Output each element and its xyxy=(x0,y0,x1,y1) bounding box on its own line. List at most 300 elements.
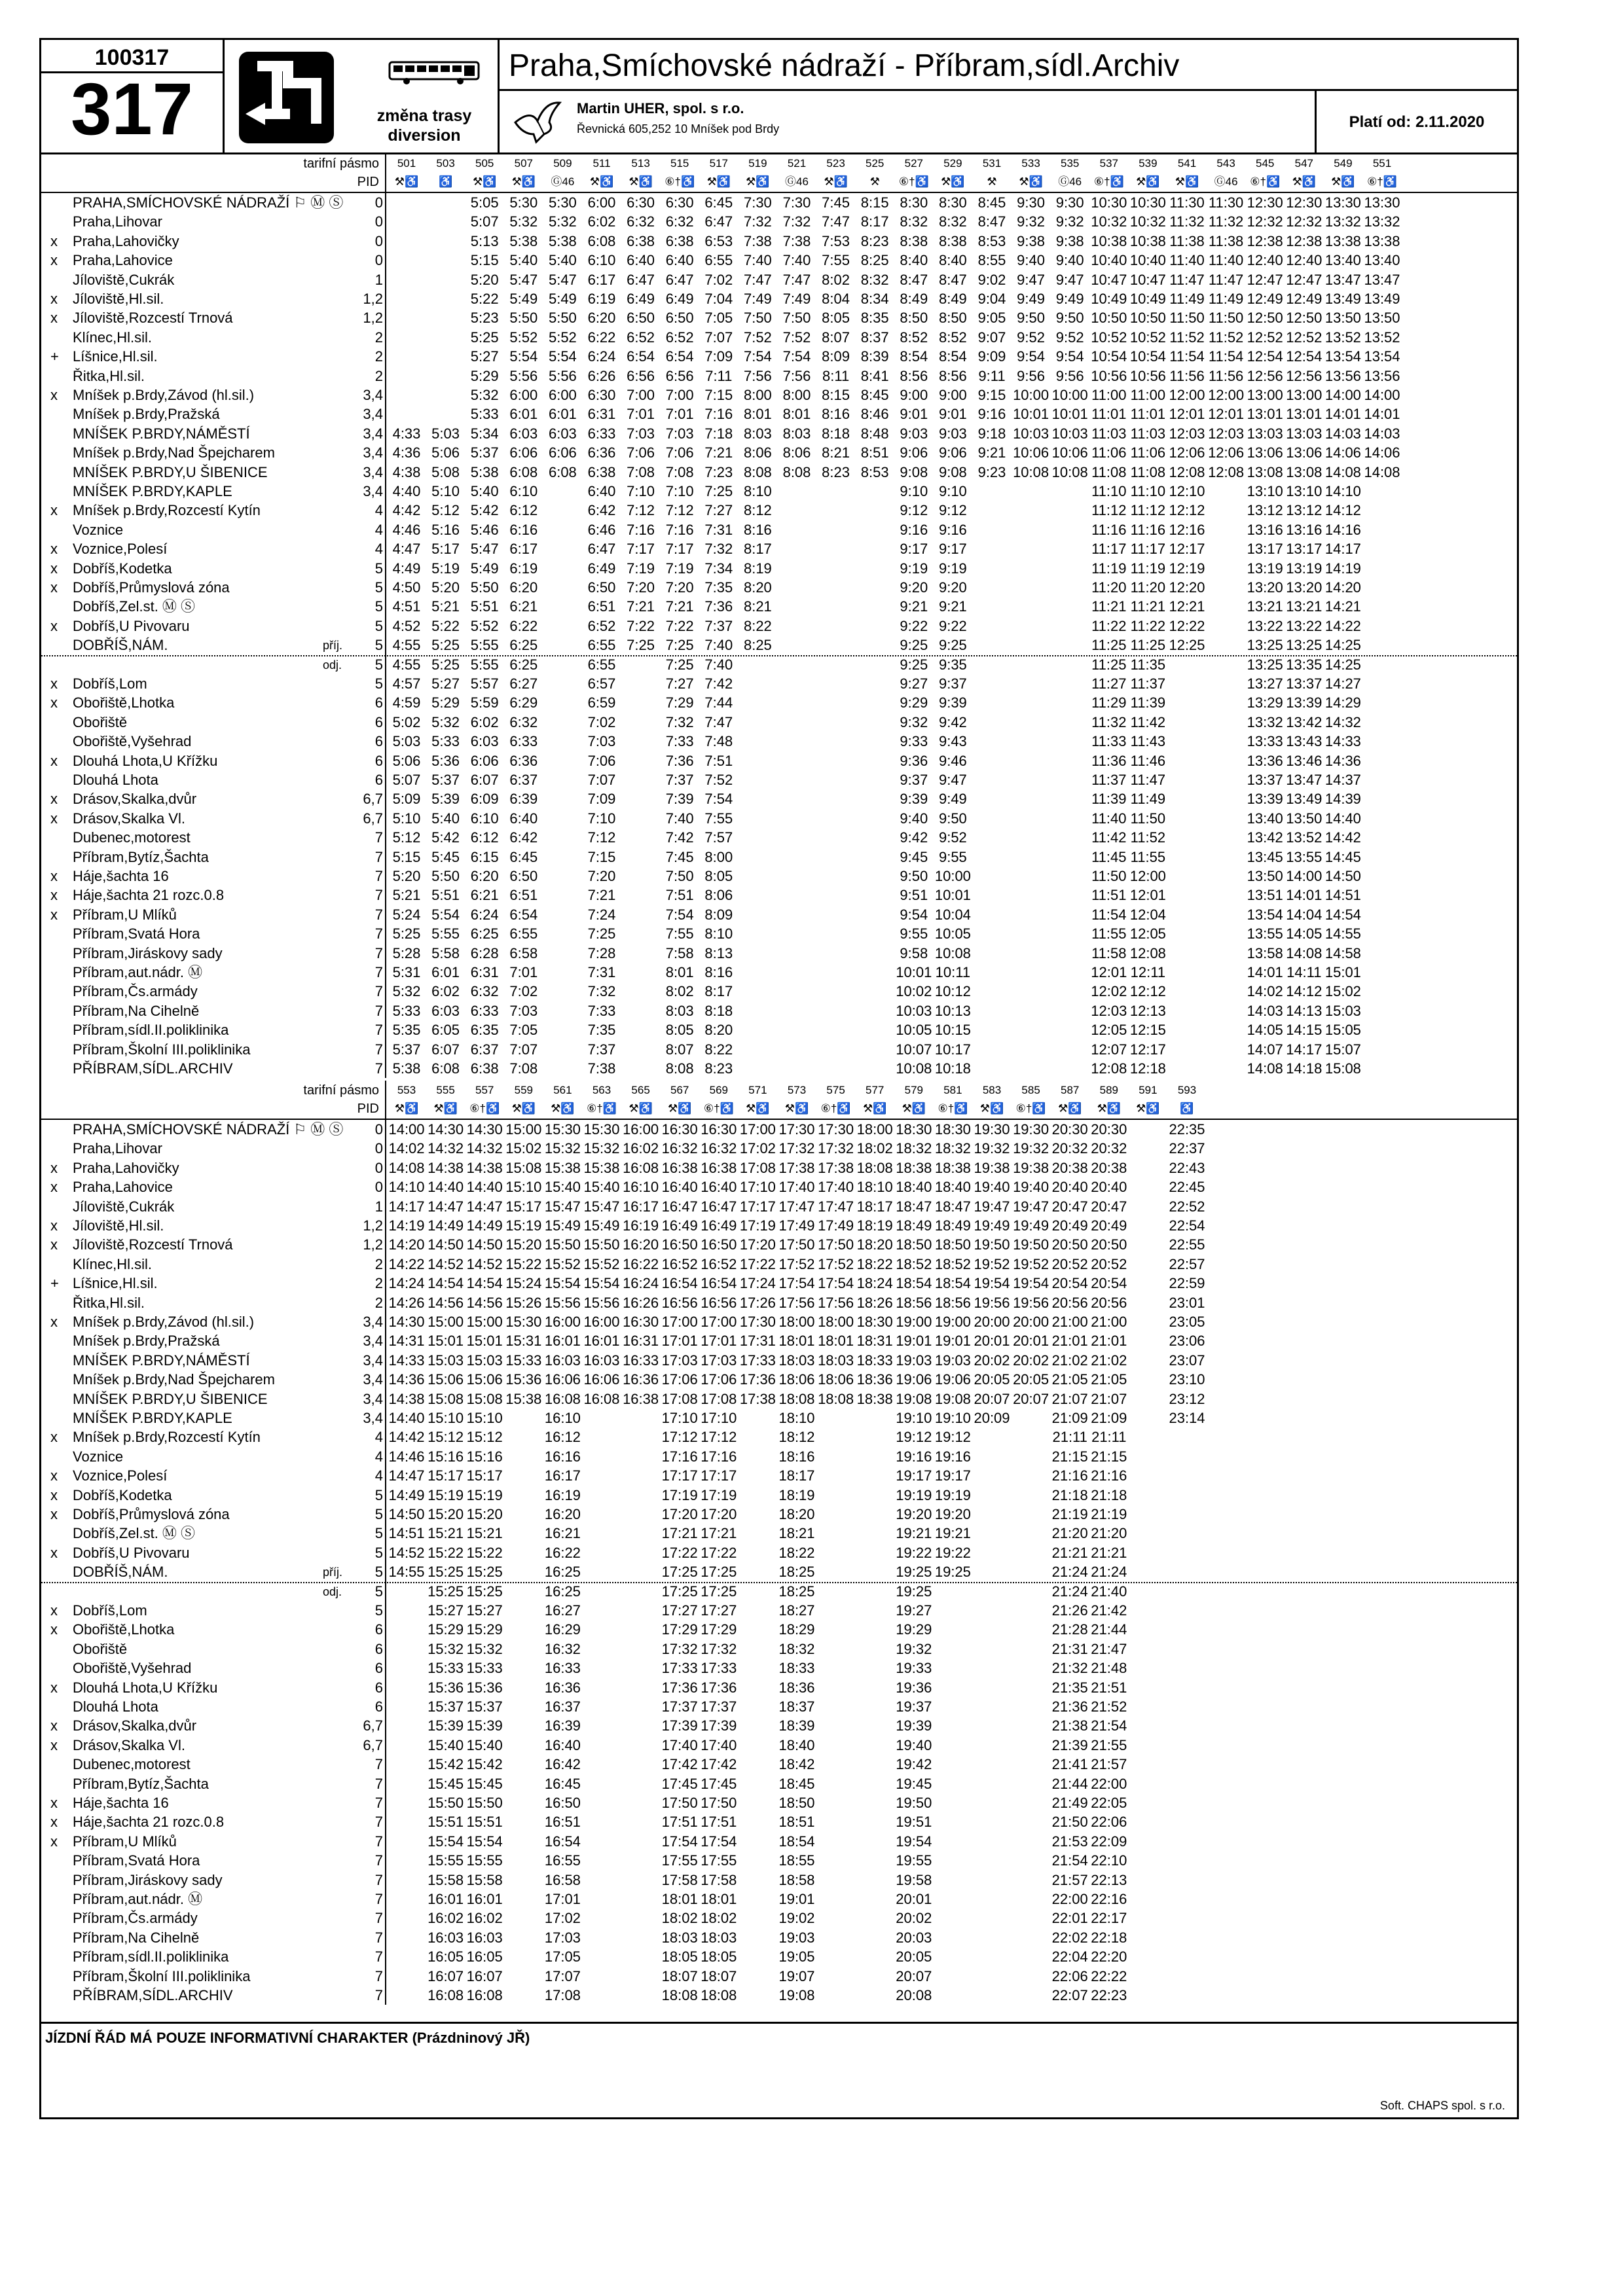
time-cell: 15:32 xyxy=(428,1640,464,1657)
time-cell: 14:20 xyxy=(1324,579,1361,596)
time-cell: 17:37 xyxy=(701,1698,737,1715)
time-cell: 15:25 xyxy=(466,1583,503,1600)
time-cell: 15:20 xyxy=(505,1236,542,1253)
stop-name: Jíloviště,Cukrák xyxy=(73,271,175,288)
table-row xyxy=(41,559,1517,579)
stop-name: Dobříš,U Pivovaru xyxy=(73,617,190,634)
time-cell: 15:36 xyxy=(428,1679,464,1696)
time-cell: 7:35 xyxy=(704,579,733,596)
zone-value: 7 xyxy=(374,1948,383,1965)
trip-symbol: ⚒♿ xyxy=(1136,175,1160,188)
time-cell: 13:38 xyxy=(1324,232,1361,249)
time-cell: 9:04 xyxy=(977,291,1006,307)
time-cell: 11:56 xyxy=(1169,367,1205,384)
time-cell: 10:38 xyxy=(1091,232,1127,249)
time-cell: 14:02 xyxy=(388,1140,425,1157)
time-cell: 10:01 xyxy=(1013,406,1049,423)
time-cell: 13:32 xyxy=(1247,713,1283,730)
time-cell: 6:32 xyxy=(665,213,694,230)
time-cell: 6:49 xyxy=(665,291,694,307)
time-cell: 9:58 xyxy=(900,944,928,961)
time-cell: 17:32 xyxy=(661,1640,698,1657)
time-cell: 9:16 xyxy=(938,521,967,538)
stop-name: Příbram,aut.nádr. Ⓜ xyxy=(73,964,203,980)
time-cell: 9:08 xyxy=(900,463,928,480)
stop-name: Dobříš,Zel.st. Ⓜ Ⓢ xyxy=(73,1525,196,1542)
time-cell: 19:47 xyxy=(1013,1198,1049,1215)
trip-symbol: ⚒♿ xyxy=(629,175,653,188)
time-cell: 17:26 xyxy=(739,1294,776,1311)
time-cell: 11:20 xyxy=(1091,579,1127,596)
time-cell: 9:50 xyxy=(938,810,967,827)
time-cell: 12:07 xyxy=(1091,1041,1127,1058)
time-cell: 13:35 xyxy=(1286,656,1322,673)
stop-flag: x xyxy=(50,1814,58,1831)
time-cell: 14:38 xyxy=(466,1159,503,1176)
time-cell: 18:08 xyxy=(778,1390,815,1407)
time-cell: 22:13 xyxy=(1091,1871,1127,1888)
time-cell: 16:08 xyxy=(583,1390,620,1407)
zone-value: 5 xyxy=(374,1564,383,1581)
time-cell: 16:01 xyxy=(466,1891,503,1907)
time-cell: 17:47 xyxy=(778,1198,815,1215)
time-cell: 17:39 xyxy=(701,1717,737,1734)
stop-name: Háje,šachta 16 xyxy=(73,868,169,884)
time-cell: 17:00 xyxy=(661,1314,698,1330)
time-cell: 8:00 xyxy=(704,848,733,865)
time-cell: 15:10 xyxy=(505,1179,542,1196)
stop-name: Příbram,Svatá Hora xyxy=(73,925,200,942)
time-cell: 10:00 xyxy=(934,868,971,884)
time-cell: 8:23 xyxy=(704,1060,733,1077)
time-cell: 7:48 xyxy=(704,733,733,750)
time-cell: 9:36 xyxy=(900,752,928,769)
time-cell: 22:22 xyxy=(1091,1967,1127,1984)
time-cell: 11:52 xyxy=(1208,329,1244,346)
time-cell: 5:35 xyxy=(392,1022,421,1039)
time-cell: 21:24 xyxy=(1091,1564,1127,1581)
table-row xyxy=(41,597,1517,617)
time-cell: 15:32 xyxy=(544,1140,581,1157)
time-cell: 7:50 xyxy=(665,868,694,884)
time-cell: 6:02 xyxy=(470,713,499,730)
time-cell: 21:51 xyxy=(1091,1679,1127,1696)
time-cell: 8:47 xyxy=(900,271,928,288)
time-cell: 15:37 xyxy=(466,1698,503,1715)
time-cell: 8:10 xyxy=(743,483,772,499)
time-cell: 8:47 xyxy=(938,271,967,288)
stop-name: Obořiště xyxy=(73,1640,128,1657)
zone-value: 5 xyxy=(374,560,383,577)
time-cell: 8:32 xyxy=(938,213,967,230)
time-cell: 21:24 xyxy=(1051,1583,1088,1600)
time-cell: 5:38 xyxy=(470,463,499,480)
time-cell: 16:30 xyxy=(623,1314,659,1330)
time-cell: 17:19 xyxy=(739,1217,776,1234)
table-row xyxy=(41,1486,1517,1505)
time-cell: 11:51 xyxy=(1091,887,1127,904)
time-cell: 5:42 xyxy=(470,502,499,519)
zone-value: 7 xyxy=(374,1022,383,1039)
time-cell: 7:19 xyxy=(627,560,655,577)
time-cell: 6:21 xyxy=(470,887,499,904)
time-cell: 11:40 xyxy=(1208,252,1244,269)
trip-symbol: ⚒♿ xyxy=(589,175,614,188)
time-cell: 7:39 xyxy=(665,791,694,808)
trip-symbol: ⑥†♿ xyxy=(1093,175,1124,188)
time-cell: 10:07 xyxy=(896,1041,932,1058)
time-cell: 8:55 xyxy=(977,252,1006,269)
time-cell: 5:27 xyxy=(470,348,499,365)
time-cell: 11:00 xyxy=(1130,387,1166,403)
time-cell: 14:40 xyxy=(466,1179,503,1196)
time-cell: 19:40 xyxy=(974,1179,1010,1196)
time-cell: 17:40 xyxy=(818,1179,854,1196)
time-cell: 18:30 xyxy=(934,1121,971,1138)
time-cell: 5:50 xyxy=(431,868,460,884)
time-cell: 18:05 xyxy=(661,1948,698,1965)
stop-name: Jíloviště,Rozcestí Trnová xyxy=(73,310,233,327)
stop-name: Dlouhá Lhota,U Křížku xyxy=(73,752,218,769)
time-cell: 18:49 xyxy=(934,1217,971,1234)
time-cell: 16:36 xyxy=(623,1371,659,1388)
time-cell: 13:51 xyxy=(1247,887,1283,904)
time-cell: 14:33 xyxy=(388,1352,425,1369)
time-cell: 16:24 xyxy=(623,1275,659,1292)
zone-value: 7 xyxy=(374,1795,383,1811)
time-cell: 10:56 xyxy=(1091,367,1127,384)
time-cell: 18:58 xyxy=(778,1871,815,1888)
trip-symbol: ⚒♿ xyxy=(706,175,731,188)
time-cell: 23:07 xyxy=(1169,1352,1205,1369)
time-cell: 8:30 xyxy=(938,194,967,211)
time-cell: 5:15 xyxy=(392,848,421,865)
time-cell: 11:47 xyxy=(1208,271,1244,288)
trip-number: 573 xyxy=(787,1084,807,1096)
time-cell: 7:01 xyxy=(665,406,694,423)
time-cell: 11:27 xyxy=(1091,675,1127,692)
time-cell: 9:38 xyxy=(1017,232,1045,249)
time-cell: 18:08 xyxy=(856,1159,893,1176)
time-cell: 15:27 xyxy=(466,1602,503,1619)
time-cell: 7:03 xyxy=(509,1002,538,1019)
time-cell: 19:25 xyxy=(896,1583,932,1600)
time-cell: 16:25 xyxy=(544,1564,581,1581)
time-cell: 21:52 xyxy=(1091,1698,1127,1715)
time-cell: 14:47 xyxy=(428,1198,464,1215)
time-cell: 11:17 xyxy=(1091,541,1127,558)
zone-value: 7 xyxy=(374,1814,383,1831)
line-code: 100317 xyxy=(94,45,170,70)
time-cell: 15:24 xyxy=(505,1275,542,1292)
time-cell: 5:54 xyxy=(431,906,460,923)
time-cell: 9:00 xyxy=(938,387,967,403)
time-cell: 15:12 xyxy=(428,1429,464,1446)
stop-flag: x xyxy=(50,1217,58,1234)
time-cell: 6:38 xyxy=(627,232,655,249)
stop-name: Obořiště,Vyšehrad xyxy=(73,1660,192,1677)
time-cell: 21:15 xyxy=(1051,1448,1088,1465)
time-cell: 9:25 xyxy=(900,656,928,673)
time-cell: 7:25 xyxy=(665,656,694,673)
time-cell: 8:13 xyxy=(704,944,733,961)
time-cell: 15:06 xyxy=(428,1371,464,1388)
time-cell: 14:54 xyxy=(428,1275,464,1292)
time-cell: 5:54 xyxy=(509,348,538,365)
time-cell: 14:27 xyxy=(1324,675,1361,692)
time-cell: 19:56 xyxy=(1013,1294,1049,1311)
time-cell: 7:42 xyxy=(704,675,733,692)
time-cell: 21:48 xyxy=(1091,1660,1127,1677)
time-cell: 16:02 xyxy=(466,1910,503,1927)
time-cell: 11:50 xyxy=(1169,310,1205,327)
time-cell: 6:31 xyxy=(587,406,616,423)
time-cell: 13:42 xyxy=(1286,713,1322,730)
stop-flag: x xyxy=(50,232,58,249)
trip-symbol: ⑥†♿ xyxy=(820,1102,851,1115)
table-row xyxy=(41,1947,1517,1967)
time-cell: 21:21 xyxy=(1051,1544,1088,1561)
time-cell: 7:03 xyxy=(627,425,655,442)
time-cell: 22:37 xyxy=(1169,1140,1205,1157)
time-cell: 22:07 xyxy=(1051,1987,1088,2003)
time-cell: 4:49 xyxy=(392,560,421,577)
time-cell: 22:54 xyxy=(1169,1217,1205,1234)
time-cell: 6:39 xyxy=(509,791,538,808)
time-cell: 18:03 xyxy=(701,1929,737,1946)
time-cell: 6:02 xyxy=(431,983,460,1000)
time-cell: 16:56 xyxy=(701,1294,737,1311)
time-cell: 6:32 xyxy=(627,213,655,230)
time-cell: 15:50 xyxy=(428,1795,464,1811)
time-cell: 15:19 xyxy=(428,1486,464,1503)
time-cell: 6:33 xyxy=(470,1002,499,1019)
time-cell: 15:55 xyxy=(428,1852,464,1869)
time-cell: 16:49 xyxy=(661,1217,698,1234)
time-cell: 17:40 xyxy=(701,1736,737,1753)
stop-name: Dobříš,Průmyslová zóna xyxy=(73,579,230,596)
stop-name: Praha,Lahovice xyxy=(73,252,173,269)
trip-symbol: ⚒♿ xyxy=(551,1102,575,1115)
time-cell: 15:08 xyxy=(466,1390,503,1407)
time-cell: 16:03 xyxy=(466,1929,503,1946)
zone-value: 7 xyxy=(374,868,383,884)
trip-symbol: Ⓖ46 xyxy=(1058,175,1082,188)
time-cell: 12:00 xyxy=(1129,868,1166,884)
time-cell: 17:54 xyxy=(778,1275,815,1292)
time-cell: 5:32 xyxy=(548,213,577,230)
time-cell: 4:55 xyxy=(392,656,421,673)
time-cell: 12:10 xyxy=(1169,483,1205,499)
time-cell: 17:38 xyxy=(739,1390,776,1407)
time-cell: 5:07 xyxy=(392,772,421,788)
time-cell: 12:00 xyxy=(1169,387,1205,403)
stop-flag: x xyxy=(50,1467,58,1484)
time-cell: 17:24 xyxy=(739,1275,776,1292)
time-cell: 19:36 xyxy=(896,1679,932,1696)
time-cell: 19:12 xyxy=(896,1429,932,1446)
time-cell: 12:03 xyxy=(1169,425,1205,442)
time-cell: 11:17 xyxy=(1130,541,1166,558)
time-cell: 21:00 xyxy=(1051,1314,1088,1330)
time-cell: 14:10 xyxy=(388,1179,425,1196)
time-cell: 8:00 xyxy=(743,387,772,403)
time-cell: 6:08 xyxy=(509,463,538,480)
table-row xyxy=(41,578,1517,598)
time-cell: 16:17 xyxy=(623,1198,659,1215)
trip-number: 577 xyxy=(866,1084,884,1096)
time-cell: 6:02 xyxy=(587,213,616,230)
zone-value: 7 xyxy=(374,1987,383,2003)
time-cell: 7:15 xyxy=(587,848,616,865)
time-cell: 19:27 xyxy=(896,1602,932,1619)
trip-symbol: ♿ xyxy=(439,175,453,188)
time-cell: 11:38 xyxy=(1208,232,1244,249)
table-row xyxy=(41,905,1517,925)
time-cell: 8:23 xyxy=(860,232,889,249)
time-cell: 5:40 xyxy=(548,252,577,269)
time-cell: 22:35 xyxy=(1169,1121,1205,1138)
time-cell: 4:38 xyxy=(392,463,421,480)
time-cell: 13:03 xyxy=(1247,425,1283,442)
time-cell: 19:32 xyxy=(974,1140,1010,1157)
time-cell: 20:07 xyxy=(1013,1390,1049,1407)
stop-name: Klínec,Hl.sil. xyxy=(73,1255,153,1272)
time-cell: 15:00 xyxy=(428,1314,464,1330)
time-cell: 19:08 xyxy=(896,1390,932,1407)
time-cell: 18:17 xyxy=(778,1467,815,1484)
time-cell: 12:13 xyxy=(1129,1002,1166,1019)
time-cell: 13:49 xyxy=(1286,791,1322,808)
time-cell: 17:47 xyxy=(818,1198,854,1215)
time-cell: 7:16 xyxy=(627,521,655,538)
time-cell: 15:52 xyxy=(544,1255,581,1272)
time-cell: 20:50 xyxy=(1091,1236,1127,1253)
stop-name: Mníšek p.Brdy,Rozcestí Kytín xyxy=(73,1429,261,1446)
time-cell: 6:24 xyxy=(587,348,616,365)
time-cell: 15:10 xyxy=(466,1410,503,1426)
time-cell: 14:49 xyxy=(388,1486,425,1503)
time-cell: 11:56 xyxy=(1208,367,1244,384)
time-cell: 6:01 xyxy=(548,406,577,423)
table-row xyxy=(41,289,1517,309)
zone-value: 0 xyxy=(374,1179,383,1196)
time-cell: 8:06 xyxy=(704,887,733,904)
time-cell: 17:58 xyxy=(661,1871,698,1888)
time-cell: 6:03 xyxy=(431,1002,460,1019)
time-cell: 5:19 xyxy=(431,560,460,577)
time-cell: 19:25 xyxy=(934,1564,971,1581)
stop-flag: x xyxy=(50,1833,58,1850)
time-cell: 14:31 xyxy=(388,1333,425,1350)
time-cell: 9:29 xyxy=(900,694,928,711)
time-cell: 19:03 xyxy=(896,1352,932,1369)
time-cell: 16:39 xyxy=(544,1717,581,1734)
time-cell: 7:21 xyxy=(587,887,616,904)
time-cell: 22:00 xyxy=(1051,1891,1088,1907)
time-cell: 16:01 xyxy=(583,1333,620,1350)
time-cell: 5:46 xyxy=(470,521,499,538)
time-cell: 14:49 xyxy=(466,1217,503,1234)
time-cell: 18:32 xyxy=(896,1140,932,1157)
time-cell: 14:19 xyxy=(388,1217,425,1234)
time-cell: 6:50 xyxy=(627,310,655,327)
time-cell: 6:30 xyxy=(627,194,655,211)
time-cell: 10:01 xyxy=(934,887,971,904)
time-cell: 17:17 xyxy=(661,1467,698,1484)
time-cell: 13:36 xyxy=(1247,752,1283,769)
time-cell: 20:54 xyxy=(1051,1275,1088,1292)
time-cell: 6:49 xyxy=(587,560,616,577)
zone-value: 5 xyxy=(374,656,383,673)
time-cell: 9:47 xyxy=(938,772,967,788)
time-cell: 8:17 xyxy=(743,541,772,558)
time-cell: 22:02 xyxy=(1051,1929,1088,1946)
time-cell: 18:06 xyxy=(778,1371,815,1388)
stop-name: MNÍŠEK P.BRDY,U ŠIBENICE xyxy=(73,463,268,480)
time-cell: 14:00 xyxy=(388,1121,425,1138)
time-cell: 17:31 xyxy=(739,1333,776,1350)
time-cell: 6:55 xyxy=(587,637,616,654)
time-cell: 15:32 xyxy=(466,1640,503,1657)
time-cell: 18:45 xyxy=(778,1775,815,1792)
time-cell: 19:01 xyxy=(934,1333,971,1350)
time-cell: 6:35 xyxy=(470,1022,499,1039)
time-cell: 18:30 xyxy=(896,1121,932,1138)
time-cell: 14:52 xyxy=(388,1544,425,1561)
time-cell: 20:30 xyxy=(1051,1121,1088,1138)
time-cell: 7:12 xyxy=(587,829,616,846)
time-cell: 22:59 xyxy=(1169,1275,1205,1292)
stop-name: Líšnice,Hl.sil. xyxy=(73,348,158,365)
time-cell: 18:24 xyxy=(856,1275,893,1292)
time-cell: 10:30 xyxy=(1129,194,1166,211)
time-cell: 16:06 xyxy=(544,1371,581,1388)
time-cell: 7:20 xyxy=(627,579,655,596)
stop-name: Obořiště xyxy=(73,713,128,730)
time-cell: 10:50 xyxy=(1091,310,1127,327)
time-cell: 15:17 xyxy=(505,1198,542,1215)
time-cell: 9:40 xyxy=(1017,252,1045,269)
timetable-frame xyxy=(39,38,1519,2119)
time-cell: 7:20 xyxy=(665,579,694,596)
time-cell: 6:59 xyxy=(587,694,616,711)
table-row xyxy=(41,886,1517,905)
time-cell: 7:36 xyxy=(665,752,694,769)
table-row xyxy=(41,963,1517,982)
time-cell: 21:05 xyxy=(1051,1371,1088,1388)
diversion-icon xyxy=(239,52,334,143)
time-cell: 17:19 xyxy=(661,1486,698,1503)
time-cell: 8:56 xyxy=(938,367,967,384)
time-cell: 5:21 xyxy=(392,887,421,904)
time-cell: 21:24 xyxy=(1051,1564,1088,1581)
time-cell: 15:25 xyxy=(428,1564,464,1581)
time-cell: 7:45 xyxy=(665,848,694,865)
trip-number: 553 xyxy=(397,1084,416,1096)
time-cell: 8:32 xyxy=(860,271,889,288)
time-cell: 7:38 xyxy=(587,1060,616,1077)
time-cell: 8:10 xyxy=(704,925,733,942)
time-cell: 5:34 xyxy=(470,425,499,442)
time-cell: 11:45 xyxy=(1091,848,1127,865)
time-cell: 7:58 xyxy=(665,944,694,961)
time-cell: 21:00 xyxy=(1091,1314,1127,1330)
time-cell: 16:00 xyxy=(623,1121,659,1138)
time-cell: 15:08 xyxy=(505,1159,542,1176)
time-cell: 12:49 xyxy=(1247,291,1283,307)
time-cell: 14:01 xyxy=(1324,406,1361,423)
